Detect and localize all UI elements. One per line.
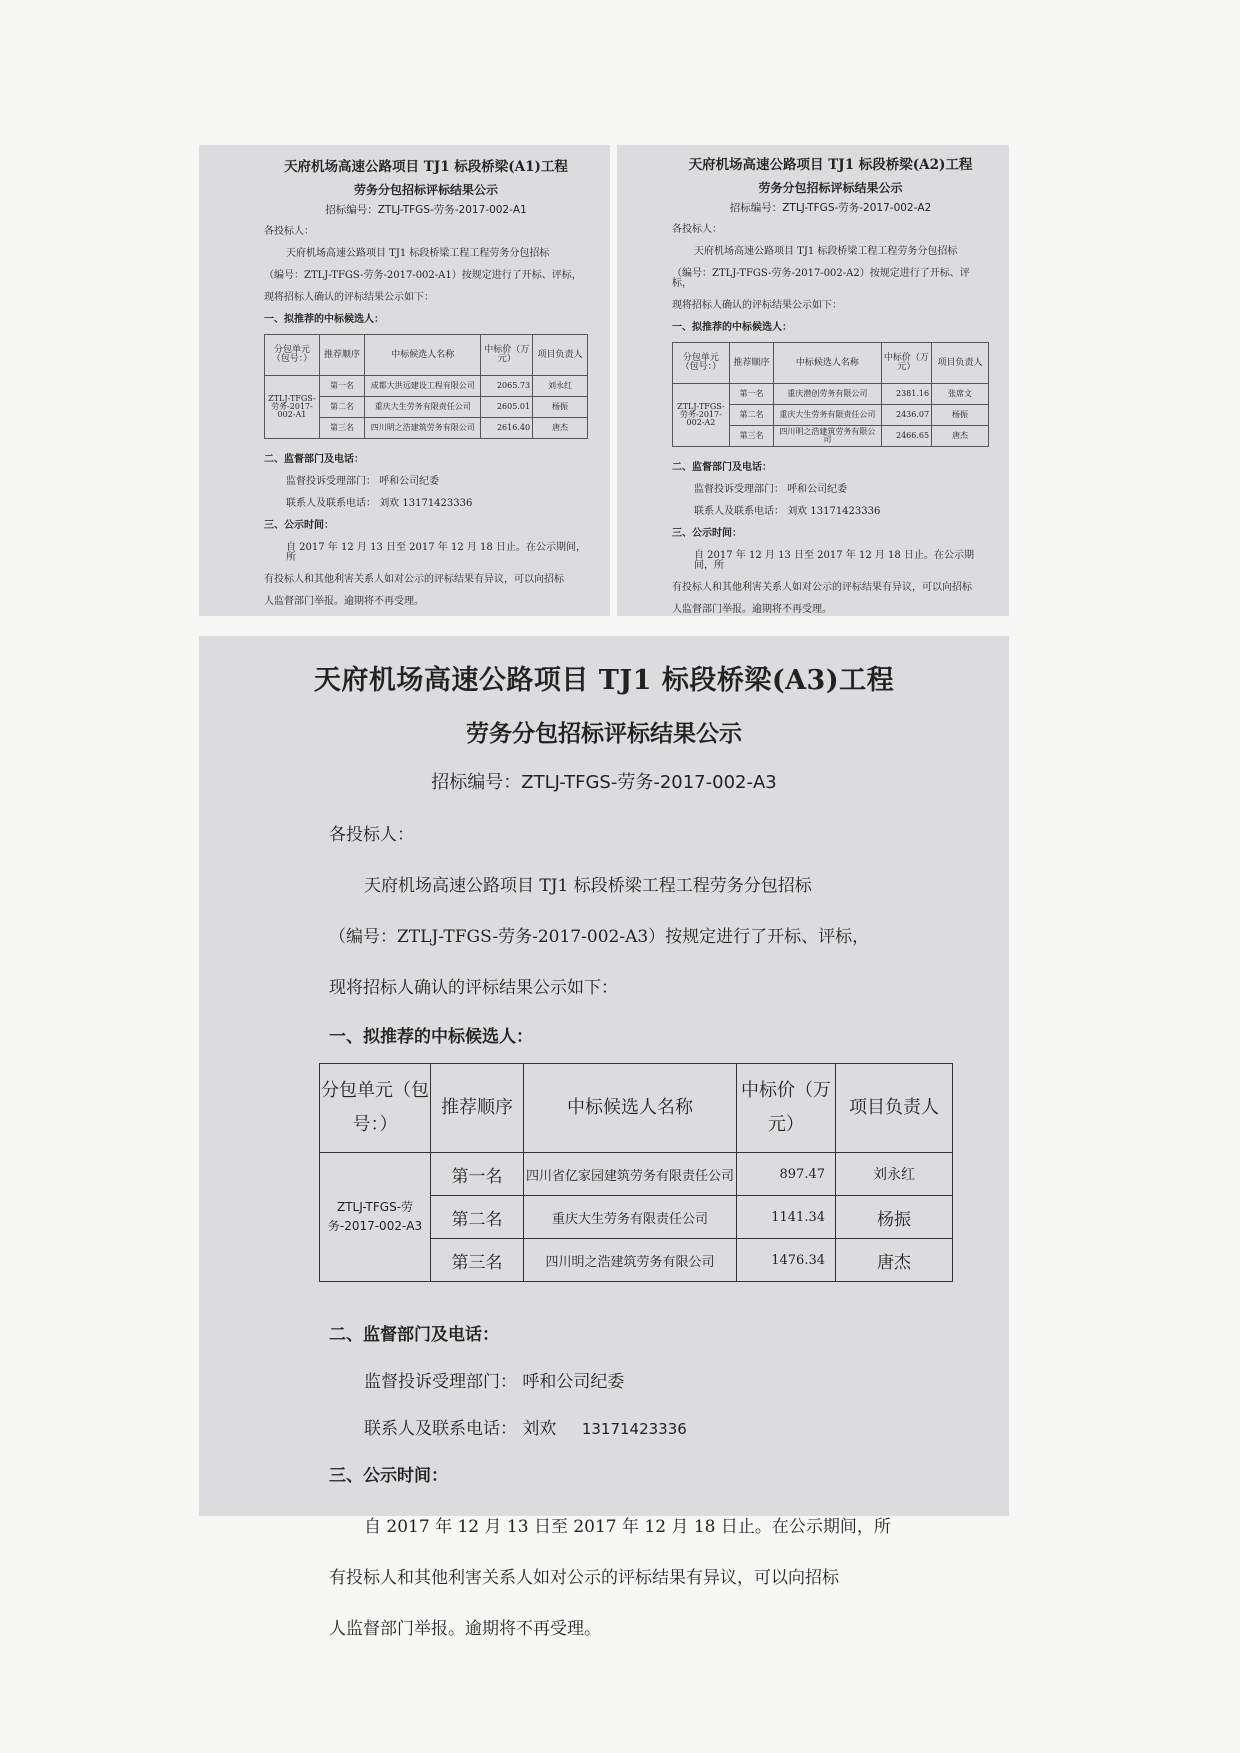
section-supervision-heading: 二、监督部门及电话：	[264, 454, 364, 465]
price-cell: 2605.01	[481, 397, 533, 418]
header-price: 中标价（万元）	[881, 343, 932, 384]
header-manager: 项目负责人	[533, 335, 588, 376]
header-manager: 项目负责人	[836, 1064, 953, 1153]
dept-label: 监督投诉受理部门：	[286, 476, 376, 487]
manager-cell: 唐杰	[836, 1239, 953, 1282]
table-row	[673, 384, 989, 405]
section-candidates-heading: 一、拟推荐的中标候选人：	[672, 322, 792, 333]
dept-value: 呼和公司纪委	[379, 476, 440, 487]
manager-cell: 唐杰	[533, 418, 588, 439]
section-candidates-heading: 一、拟推荐的中标候选人：	[264, 314, 384, 325]
notice-title: 天府机场高速公路项目 TJ1 标段桥梁(A2)工程	[688, 157, 973, 173]
intro-text-3: 现将招标人确认的评标结果公示如下：	[672, 300, 842, 311]
table-row	[265, 376, 588, 397]
price-cell: 2065.73	[481, 376, 533, 397]
intro-text-2: （编号：ZTLJ-TFGS-劳务-2017-002-A2）按规定进行了开标、评标，	[672, 268, 970, 289]
rank-cell: 第三名	[729, 426, 773, 447]
candidate-name-cell: 四川省亿家园建筑劳务有限责任公司	[524, 1153, 737, 1196]
salutation: 各投标人：	[329, 825, 414, 845]
rank-cell: 第二名	[319, 397, 364, 418]
header-name: 中标候选人名称	[774, 343, 881, 384]
intro-text-3: 现将招标人确认的评标结果公示如下：	[329, 978, 618, 998]
contact-name: 刘欢	[522, 1419, 557, 1439]
notice-a1	[199, 145, 610, 616]
period-text-1: 自 2017 年 12 月 13 日至 2017 年 12 月 18 日止。在公示期间，所	[286, 542, 586, 563]
salutation: 各投标人：	[672, 224, 722, 235]
notice-a3	[199, 636, 1009, 1639]
notice-title: 天府机场高速公路项目 TJ1 标段桥梁(A1)工程	[284, 159, 568, 175]
package-cell: ZTLJ-TFGS-劳务-2017-002-A2	[673, 384, 730, 447]
manager-cell: 杨振	[932, 405, 989, 426]
intro-text-2: （编号：ZTLJ-TFGS-劳务-2017-002-A1）按规定进行了开标、评标，	[264, 270, 582, 281]
supervision-dept-line	[329, 1367, 949, 1392]
header-name: 中标候选人名称	[524, 1064, 737, 1153]
manager-cell: 杨振	[836, 1196, 953, 1239]
table-header-row	[320, 1064, 953, 1153]
header-package: 分包单元（包号：）	[320, 1064, 431, 1153]
section-period-heading: 三、公示时间：	[264, 520, 334, 531]
header-price: 中标价（万元）	[481, 335, 533, 376]
header-rank: 推荐顺序	[431, 1064, 524, 1153]
manager-cell: 杨振	[533, 397, 588, 418]
dept-label: 监督投诉受理部门：	[364, 1372, 517, 1392]
table-header-row	[265, 335, 588, 376]
price-cell: 1476.34	[737, 1239, 836, 1282]
candidates-table	[264, 334, 588, 439]
candidate-name-cell: 重庆大生劳务有限责任公司	[365, 397, 481, 418]
notice-subtitle: 劳务分包招标评标结果公示	[353, 182, 498, 197]
period-text-3: 人监督部门举报。逾期将不再受理。	[329, 1619, 601, 1639]
price-cell: 897.47	[737, 1153, 836, 1196]
header-package: 分包单元（包号：）	[265, 335, 320, 376]
contact-name: 刘欢	[379, 498, 400, 509]
period-text-2: 有投标人和其他利害关系人如对公示的评标结果有异议，可以向招标	[264, 574, 564, 585]
rank-cell: 第二名	[431, 1196, 524, 1239]
contact-phone: 13171423336	[810, 506, 881, 517]
price-cell: 1141.34	[737, 1196, 836, 1239]
contact-label: 联系人及联系电话：	[364, 1419, 517, 1439]
price-cell: 2436.07	[881, 405, 932, 426]
intro-text-2: （编号：ZTLJ-TFGS-劳务-2017-002-A3）按规定进行了开标、评标，	[329, 927, 870, 947]
contact-label: 联系人及联系电话：	[694, 506, 784, 517]
manager-cell: 张席文	[932, 384, 989, 405]
candidates-table	[672, 342, 989, 447]
section-supervision-heading: 二、监督部门及电话：	[329, 1325, 499, 1345]
notice-a2	[617, 145, 1009, 616]
rank-cell: 第一名	[431, 1153, 524, 1196]
price-cell: 2381.16	[881, 384, 932, 405]
package-cell: ZTLJ-TFGS-劳务-2017-002-A1	[265, 376, 320, 439]
supervision-dept-line	[672, 485, 989, 495]
intro-text: 天府机场高速公路项目 TJ1 标段桥梁工程工程劳务分包招标	[364, 876, 812, 896]
manager-cell: 刘永红	[836, 1153, 953, 1196]
section-period-heading: 三、公示时间：	[672, 528, 742, 539]
price-cell: 2616.40	[481, 418, 533, 439]
header-name: 中标候选人名称	[365, 335, 481, 376]
candidate-name-cell: 重庆大生劳务有限责任公司	[524, 1196, 737, 1239]
candidate-name-cell: 重庆潜创劳务有限公司	[774, 384, 881, 405]
notice-subtitle: 劳务分包招标评标结果公示	[758, 180, 903, 195]
header-rank: 推荐顺序	[319, 335, 364, 376]
bid-number: 招标编号：ZTLJ-TFGS-劳务-2017-002-A3	[431, 772, 777, 793]
intro-text-3: 现将招标人确认的评标结果公示如下：	[264, 292, 434, 303]
period-text-2: 有投标人和其他利害关系人如对公示的评标结果有异议，可以向招标	[672, 582, 972, 593]
table-header-row	[673, 343, 989, 384]
bid-number: 招标编号：ZTLJ-TFGS-劳务-2017-002-A2	[729, 201, 932, 214]
table-row	[320, 1153, 953, 1196]
period-text-3: 人监督部门举报。逾期将不再受理。	[264, 596, 424, 607]
section-candidates-heading: 一、拟推荐的中标候选人：	[329, 1027, 533, 1047]
salutation: 各投标人：	[264, 226, 314, 237]
period-text-2: 有投标人和其他利害关系人如对公示的评标结果有异议，可以向招标	[329, 1568, 839, 1588]
candidate-name-cell: 重庆大生劳务有限责任公司	[774, 405, 881, 426]
contact-phone: 13171423336	[402, 498, 473, 509]
rank-cell: 第二名	[729, 405, 773, 426]
section-supervision-heading: 二、监督部门及电话：	[672, 462, 772, 473]
supervision-dept-line	[264, 477, 588, 487]
dept-value: 呼和公司纪委	[787, 484, 848, 495]
notice-subtitle: 劳务分包招标评标结果公示	[466, 720, 742, 747]
intro-text: 天府机场高速公路项目 TJ1 标段桥梁工程工程劳务分包招标	[286, 248, 550, 259]
manager-cell: 唐杰	[932, 426, 989, 447]
period-text-1: 自 2017 年 12 月 13 日至 2017 年 12 月 18 日止。在公示期间，所	[364, 1517, 891, 1537]
period-text-3: 人监督部门举报。逾期将不再受理。	[672, 604, 832, 615]
candidates-table	[319, 1063, 953, 1282]
rank-cell: 第一名	[319, 376, 364, 397]
price-cell: 2466.65	[881, 426, 932, 447]
bid-number: 招标编号：ZTLJ-TFGS-劳务-2017-002-A1	[325, 203, 527, 216]
intro-text: 天府机场高速公路项目 TJ1 标段桥梁工程工程劳务分包招标	[694, 246, 958, 257]
rank-cell: 第一名	[729, 384, 773, 405]
contact-line	[264, 499, 588, 509]
contact-name: 刘欢	[787, 506, 808, 517]
candidate-name-cell: 四川明之浩建筑劳务有限公司	[365, 418, 481, 439]
contact-line	[672, 507, 989, 517]
notice-title: 天府机场高速公路项目 TJ1 标段桥梁(A3)工程	[313, 665, 895, 696]
header-price: 中标价（万元）	[737, 1064, 836, 1153]
contact-line	[329, 1414, 949, 1439]
candidate-name-cell: 四川明之浩建筑劳务有限公司	[524, 1239, 737, 1282]
contact-phone: 13171423336	[581, 1420, 687, 1438]
candidate-name-cell: 成都大洪远建设工程有限公司	[365, 376, 481, 397]
contact-label: 联系人及联系电话：	[286, 498, 376, 509]
candidate-name-cell: 四川明之浩建筑劳务有限公司	[774, 426, 881, 447]
header-rank: 推荐顺序	[729, 343, 773, 384]
header-package: 分包单元（包号：）	[673, 343, 730, 384]
period-text-1: 自 2017 年 12 月 13 日至 2017 年 12 月 18 日止。在公示期间，所	[694, 550, 974, 571]
section-period-heading: 三、公示时间：	[329, 1466, 448, 1486]
rank-cell: 第三名	[319, 418, 364, 439]
dept-label: 监督投诉受理部门：	[694, 484, 784, 495]
package-cell: ZTLJ-TFGS-劳务-2017-002-A3	[320, 1153, 431, 1282]
header-manager: 项目负责人	[932, 343, 989, 384]
dept-value: 呼和公司纪委	[522, 1372, 625, 1392]
rank-cell: 第三名	[431, 1239, 524, 1282]
manager-cell: 刘永红	[533, 376, 588, 397]
